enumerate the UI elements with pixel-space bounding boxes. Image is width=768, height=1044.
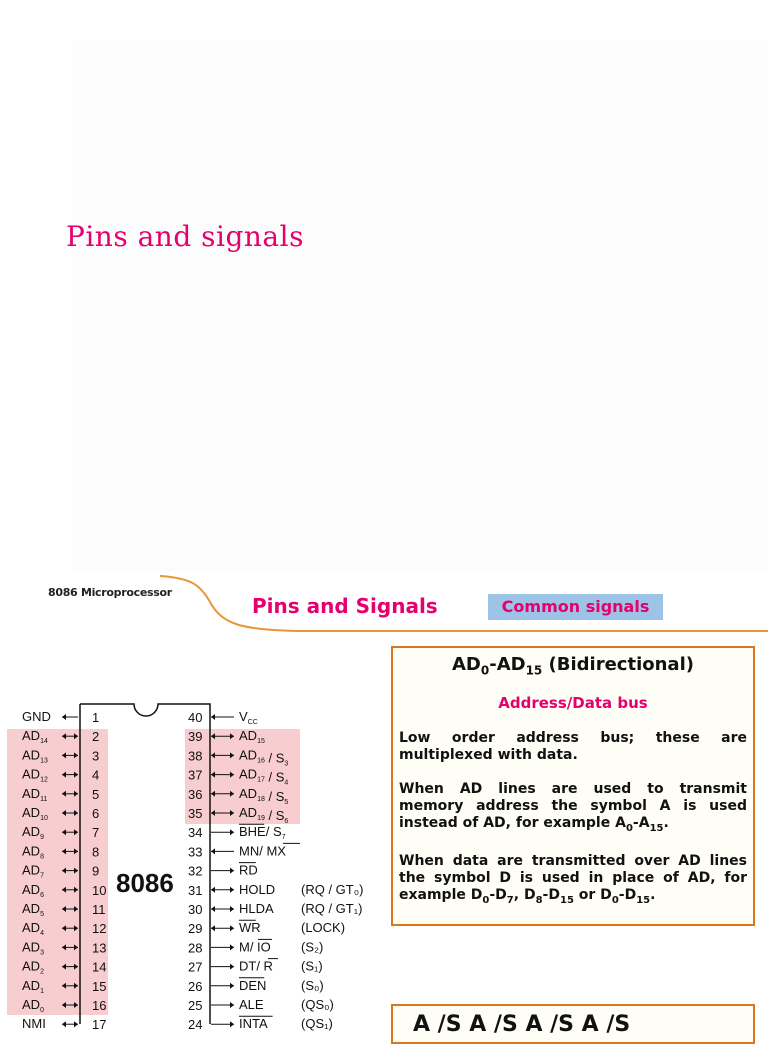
section-tag: Common signals xyxy=(488,594,663,620)
ad-bus-paragraph-1: Low order address bus; these are multiplexed with data. xyxy=(399,729,747,763)
arrow-head-icon xyxy=(230,1021,234,1027)
arrow-head-icon xyxy=(230,925,234,931)
pin-name-right-36: $AD_{18} / S_5$ xyxy=(239,785,289,806)
pin-number: 15 xyxy=(92,978,107,994)
pin-number: 24 xyxy=(188,1017,203,1033)
arrow-head-icon xyxy=(211,714,215,720)
pin-name-left-7: $AD_9$ xyxy=(22,824,44,842)
ad-bus-paragraph-2: When AD lines are used to transmit memory address the symbol A is used instead of AD, for example $A_0-A_{15}$. xyxy=(399,780,747,834)
pin-1 xyxy=(22,709,99,725)
pin-number: 16 xyxy=(92,998,107,1013)
pin-alt-function: (RQ / GT₀) xyxy=(301,881,364,897)
pin-name-left-4: $AD_{12}$ xyxy=(22,766,48,784)
pin-number: 1 xyxy=(92,710,100,725)
pin-number: 14 xyxy=(92,959,107,975)
pin-number: 28 xyxy=(188,940,203,956)
arrow-head-icon xyxy=(62,714,66,720)
pin-name-left-15: $AD_1$ xyxy=(22,977,44,995)
pin-name-right-25: ALE xyxy=(239,997,264,1012)
pin-number: 38 xyxy=(188,748,203,764)
pin-number: 5 xyxy=(92,786,100,802)
pin-number: 25 xyxy=(188,998,203,1013)
pin-number: 11 xyxy=(92,902,106,917)
pin-number: 32 xyxy=(188,863,203,879)
ad-bus-box xyxy=(391,646,755,926)
pin-name-left-5: $AD_{11}$ xyxy=(22,785,48,803)
pin-number: 8 xyxy=(92,844,100,860)
arrow-head-icon xyxy=(211,848,215,854)
arrow-head-icon xyxy=(74,1021,78,1027)
pin-name-left-9: $AD_7$ xyxy=(22,862,44,880)
right-pin-list xyxy=(188,709,363,1032)
arrow-head-icon xyxy=(230,944,234,950)
pin-32 xyxy=(188,863,258,879)
course-label: 8086 Microprocessor xyxy=(48,586,172,599)
slide-2-title: Pins and Signals xyxy=(252,594,438,618)
pin-number: 34 xyxy=(188,825,203,841)
pin-name-right-32: RD xyxy=(239,862,258,878)
arrow-head-icon xyxy=(230,887,234,893)
pin-number: 9 xyxy=(92,863,100,879)
ad-bus-paragraph-3: When data are transmitted over AD lines the symbol D is used in place of AD, for example $D_0-D_7$, $D_8-D_{15}$ or $D_0-D_{15}$. xyxy=(399,853,747,907)
slide-1-title: Pins and signals xyxy=(66,220,304,253)
pin-30 xyxy=(188,901,362,917)
arrow-head-icon xyxy=(230,906,234,912)
pin-number: 37 xyxy=(188,767,203,783)
arrow-head-icon xyxy=(211,925,215,931)
pin-alt-function: (S₁) xyxy=(301,958,323,974)
pin-alt-function: (LOCK) xyxy=(301,920,346,936)
pin-number: 4 xyxy=(92,767,100,783)
arrow-head-icon xyxy=(230,1002,234,1008)
pin-alt-function: (RQ / GT₁) xyxy=(301,901,363,916)
pin-33 xyxy=(188,843,300,859)
pin-number: 39 xyxy=(188,729,203,745)
pin-name-left-3: $AD_{13}$ xyxy=(22,747,48,765)
pin-34 xyxy=(188,824,286,841)
pin-27 xyxy=(188,959,323,975)
arrow-head-icon xyxy=(230,964,234,970)
arrow-head-icon xyxy=(211,906,215,912)
pin-name-right-39: $AD_{15}$ xyxy=(239,728,265,746)
pin-number: 31 xyxy=(188,882,203,898)
arrow-head-icon xyxy=(230,868,234,874)
pin-name-right-29: WR xyxy=(239,920,261,936)
chip-label: 8086 xyxy=(116,868,174,898)
pin-28 xyxy=(188,939,323,955)
pin-name-right-26: DEN xyxy=(239,977,267,993)
pin-name-left-14: $AD_2$ xyxy=(22,958,44,976)
pin-name-right-34: BHE/ $S_7$ xyxy=(239,824,286,842)
ad-bus-heading: $AD_0-AD_{15}$ (Bidirectional) xyxy=(452,654,694,678)
pin-name-right-37: $AD_{17} / S_4$ xyxy=(239,766,289,787)
pin-name-left-16: $AD_0$ xyxy=(22,997,44,1014)
pin-name-left-11: $AD_5$ xyxy=(22,901,44,918)
pin-29 xyxy=(188,920,345,936)
pin-number: 2 xyxy=(92,729,100,745)
pin-number: 29 xyxy=(188,921,203,937)
pin-number: 3 xyxy=(92,748,100,764)
pin-name-left-6: $AD_{10}$ xyxy=(22,805,48,822)
arrow-head-icon xyxy=(230,983,234,989)
pin-number: 27 xyxy=(188,959,203,975)
pin-number: 13 xyxy=(92,940,107,956)
pin-number: 35 xyxy=(188,806,203,821)
pin-number: 30 xyxy=(188,902,203,917)
pin-name-left-17: NMI xyxy=(22,1016,46,1032)
pin-number: 6 xyxy=(92,806,100,821)
pin-number: 40 xyxy=(188,710,203,725)
pin-number: 10 xyxy=(92,882,107,898)
pin-name-left-10: $AD_6$ xyxy=(22,881,44,899)
pin-name-right-24: INTA xyxy=(239,1016,268,1032)
pin-name-left-1: GND xyxy=(22,709,51,724)
pin-name-left-12: $AD_4$ xyxy=(22,920,44,938)
pin-number: 12 xyxy=(92,921,107,937)
pin-name-left-2: $AD_{14}$ xyxy=(22,728,48,746)
pin-name-left-8: $AD_8$ xyxy=(22,843,44,861)
pin-name-right-30: HLDA xyxy=(239,901,274,916)
pin-name-right-31: HOLD xyxy=(239,881,276,897)
pin-17 xyxy=(22,1016,106,1032)
pin-40 xyxy=(188,709,258,726)
pin-31 xyxy=(188,882,363,898)
address-status-box: A /S A /S A /S A /S xyxy=(391,1004,755,1044)
pin-diagram xyxy=(0,572,385,1033)
pin-number: 33 xyxy=(188,844,203,860)
pin-alt-function: (QS₁) xyxy=(301,1016,333,1032)
pin-alt-function: (S₂) xyxy=(301,939,324,955)
pin-name-right-35: $AD_{19} / S_6$ xyxy=(239,805,289,825)
pin-alt-function: (S₀) xyxy=(301,977,324,993)
ad-bus-subtitle: Address/Data bus xyxy=(498,693,648,712)
pin-name-right-38: $AD_{16} / S_3$ xyxy=(239,747,289,768)
arrow-head-icon xyxy=(62,1021,66,1027)
arrow-head-icon xyxy=(230,829,234,835)
pin-name-right-27: DT/ R xyxy=(239,958,273,974)
slide-2 xyxy=(0,572,768,1037)
pin-number: 36 xyxy=(188,786,203,802)
pin-number: 7 xyxy=(92,825,100,841)
pin-26 xyxy=(188,978,324,994)
pin-number: 17 xyxy=(92,1017,107,1033)
pin-alt-function: (QS₀) xyxy=(301,997,334,1012)
pin-name-right-40: $V_{CC}$ xyxy=(239,709,258,726)
pin-name-left-13: $AD_3$ xyxy=(22,939,44,957)
pin-number: 26 xyxy=(188,978,203,994)
slide-1-panel xyxy=(72,40,768,572)
pin-name-right-33: MN/ MX xyxy=(239,843,286,859)
pin-name-right-28: M/ IO xyxy=(239,939,271,955)
arrow-head-icon xyxy=(211,887,215,893)
